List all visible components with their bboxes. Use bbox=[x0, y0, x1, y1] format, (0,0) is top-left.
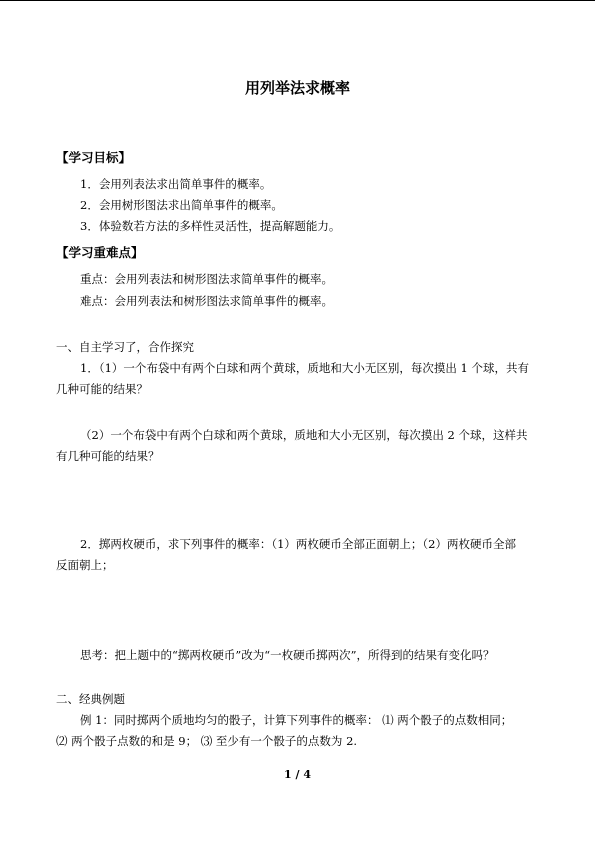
question-1a-line2: 几种可能的结果？ bbox=[56, 382, 148, 396]
page-title: 用列举法求概率 bbox=[244, 79, 350, 97]
example-1-line2: ⑵ 两个骰子点数的和是 9； ⑶ 至少有一个骰子的点数为 2. bbox=[56, 734, 358, 748]
question-1a-line1: 1．（1）一个布袋中有两个白球和两个黄球，质地和大小无区别，每次摸出 1 个球，共有 bbox=[80, 361, 530, 375]
key-point-item: 重点：会用列表法和树形图法求简单事件的概率。 bbox=[80, 272, 333, 286]
example-1-line1: 例 1：同时掷两个质地均匀的骰子，计算下列事件的概率： ⑴ 两个骰子的点数相同； bbox=[80, 713, 513, 727]
think-question: 思考：把上题中的“掷两枚硬币”改为“一枚硬币掷两次”，所得到的结果有变化吗？ bbox=[80, 648, 495, 662]
section2-heading: 二、经典例题 bbox=[56, 692, 125, 706]
section1-heading: 一、自主学习了，合作探究 bbox=[56, 340, 194, 354]
objective-item: 2．会用树形图法求出简单事件的概率。 bbox=[80, 198, 283, 212]
objectives-heading: 【学习目标】 bbox=[56, 150, 132, 165]
question-1b-line1: （2）一个布袋中有两个白球和两个黄球，质地和大小无区别，每次摸出 2 个球，这样共 bbox=[80, 428, 528, 442]
question-1b-line2: 有几种可能的结果？ bbox=[56, 449, 160, 463]
question-2-line1: 2．掷两枚硬币，求下列事件的概率：（1）两枚硬币全部正面朝上；（2）两枚硬币全部 bbox=[80, 537, 516, 551]
key-point-item: 难点：会用列表法和树形图法求简单事件的概率。 bbox=[80, 294, 333, 308]
page-number: 1 / 4 bbox=[284, 768, 311, 781]
key-points-heading: 【学习重难点】 bbox=[56, 245, 144, 260]
objective-item: 1．会用列表法求出简单事件的概率。 bbox=[80, 177, 272, 191]
page-top-rule bbox=[0, 0, 595, 1]
question-2-line2: 反面朝上； bbox=[56, 558, 114, 572]
objective-item: 3．体验数若方法的多样性灵活性，提高解题能力。 bbox=[80, 219, 341, 233]
